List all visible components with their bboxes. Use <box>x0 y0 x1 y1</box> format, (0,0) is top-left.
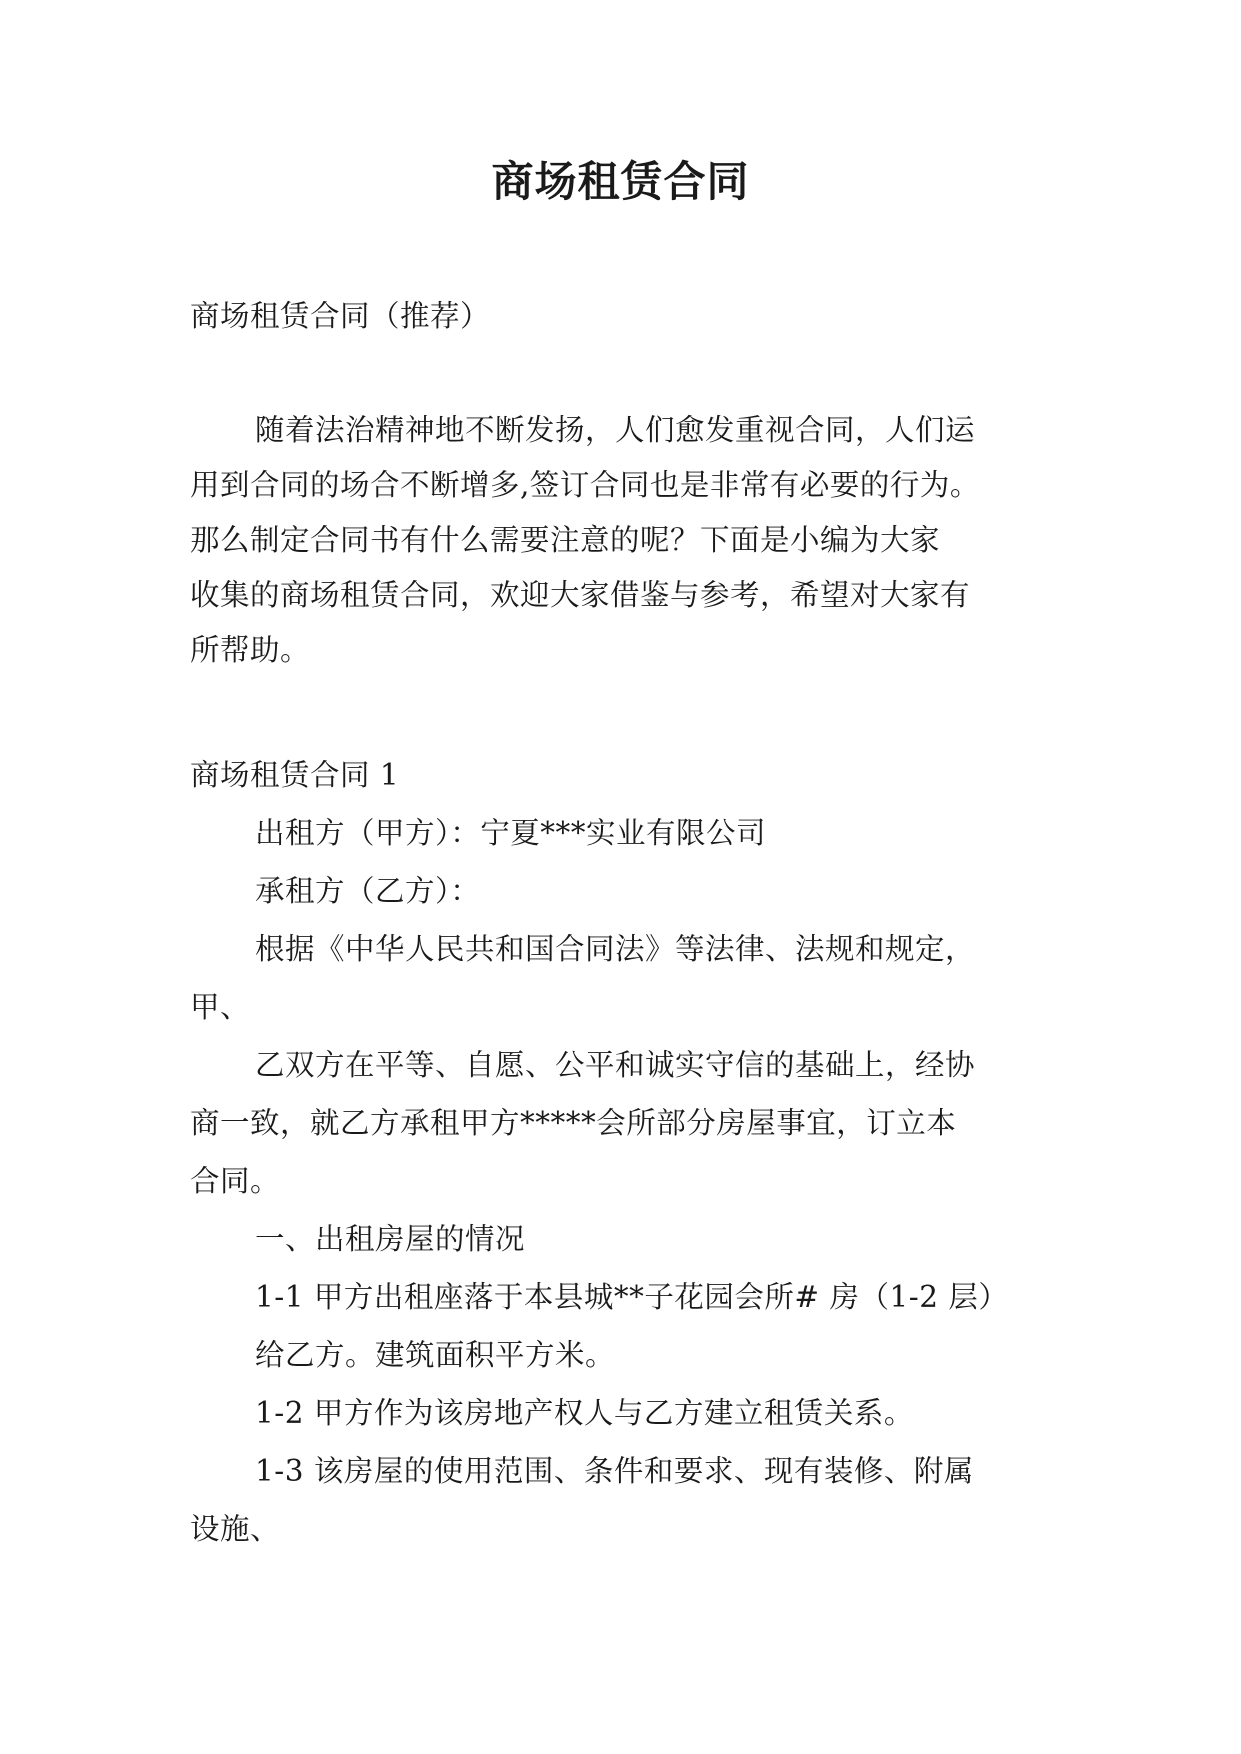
intro-paragraph-line: 收集的商场租赁合同，欢迎大家借鉴与参考，希望对大家有 <box>190 578 971 612</box>
document-subtitle: 商场租赁合同（推荐） <box>190 299 491 333</box>
contract-line: 1-3 该房屋的使用范围、条件和要求、现有装修、附属 <box>255 1454 974 1488</box>
intro-paragraph-line: 随着法治精神地不断发扬，人们愈发重视合同，人们运 <box>255 413 976 447</box>
contract-line: 一、出租房屋的情况 <box>255 1222 526 1256</box>
contract-line: 合同。 <box>190 1164 281 1198</box>
contract-line: 1-2 甲方作为该房地产权人与乙方建立租赁关系。 <box>255 1396 914 1430</box>
contract-line: 给乙方。建筑面积平方米。 <box>255 1338 616 1372</box>
contract-line: 承租方（乙方）： <box>255 874 481 908</box>
section-heading: 商场租赁合同 1 <box>190 758 400 792</box>
intro-paragraph-line: 所帮助。 <box>190 633 311 667</box>
contract-line: 商一致，就乙方承租甲方*****会所部分房屋事宜，订立本 <box>190 1106 957 1140</box>
contract-line: 根据《中华人民共和国合同法》等法律、法规和规定， <box>255 932 976 966</box>
contract-line: 出租方（甲方）：宁夏***实业有限公司 <box>255 816 767 850</box>
contract-line: 1-1 甲方出租座落于本县城**子花园会所# 房（1-2 层） <box>255 1280 1009 1314</box>
contract-line: 乙双方在平等、自愿、公平和诚实守信的基础上，经协 <box>255 1048 976 1082</box>
contract-line: 甲、 <box>190 990 251 1024</box>
document-title: 商场租赁合同 <box>491 157 750 206</box>
intro-paragraph-line: 那么制定合同书有什么需要注意的呢？下面是小编为大家 <box>190 523 941 557</box>
contract-line: 设施、 <box>190 1512 281 1546</box>
intro-paragraph-line: 用到合同的场合不断增多,签订合同也是非常有必要的行为。 <box>190 468 980 502</box>
